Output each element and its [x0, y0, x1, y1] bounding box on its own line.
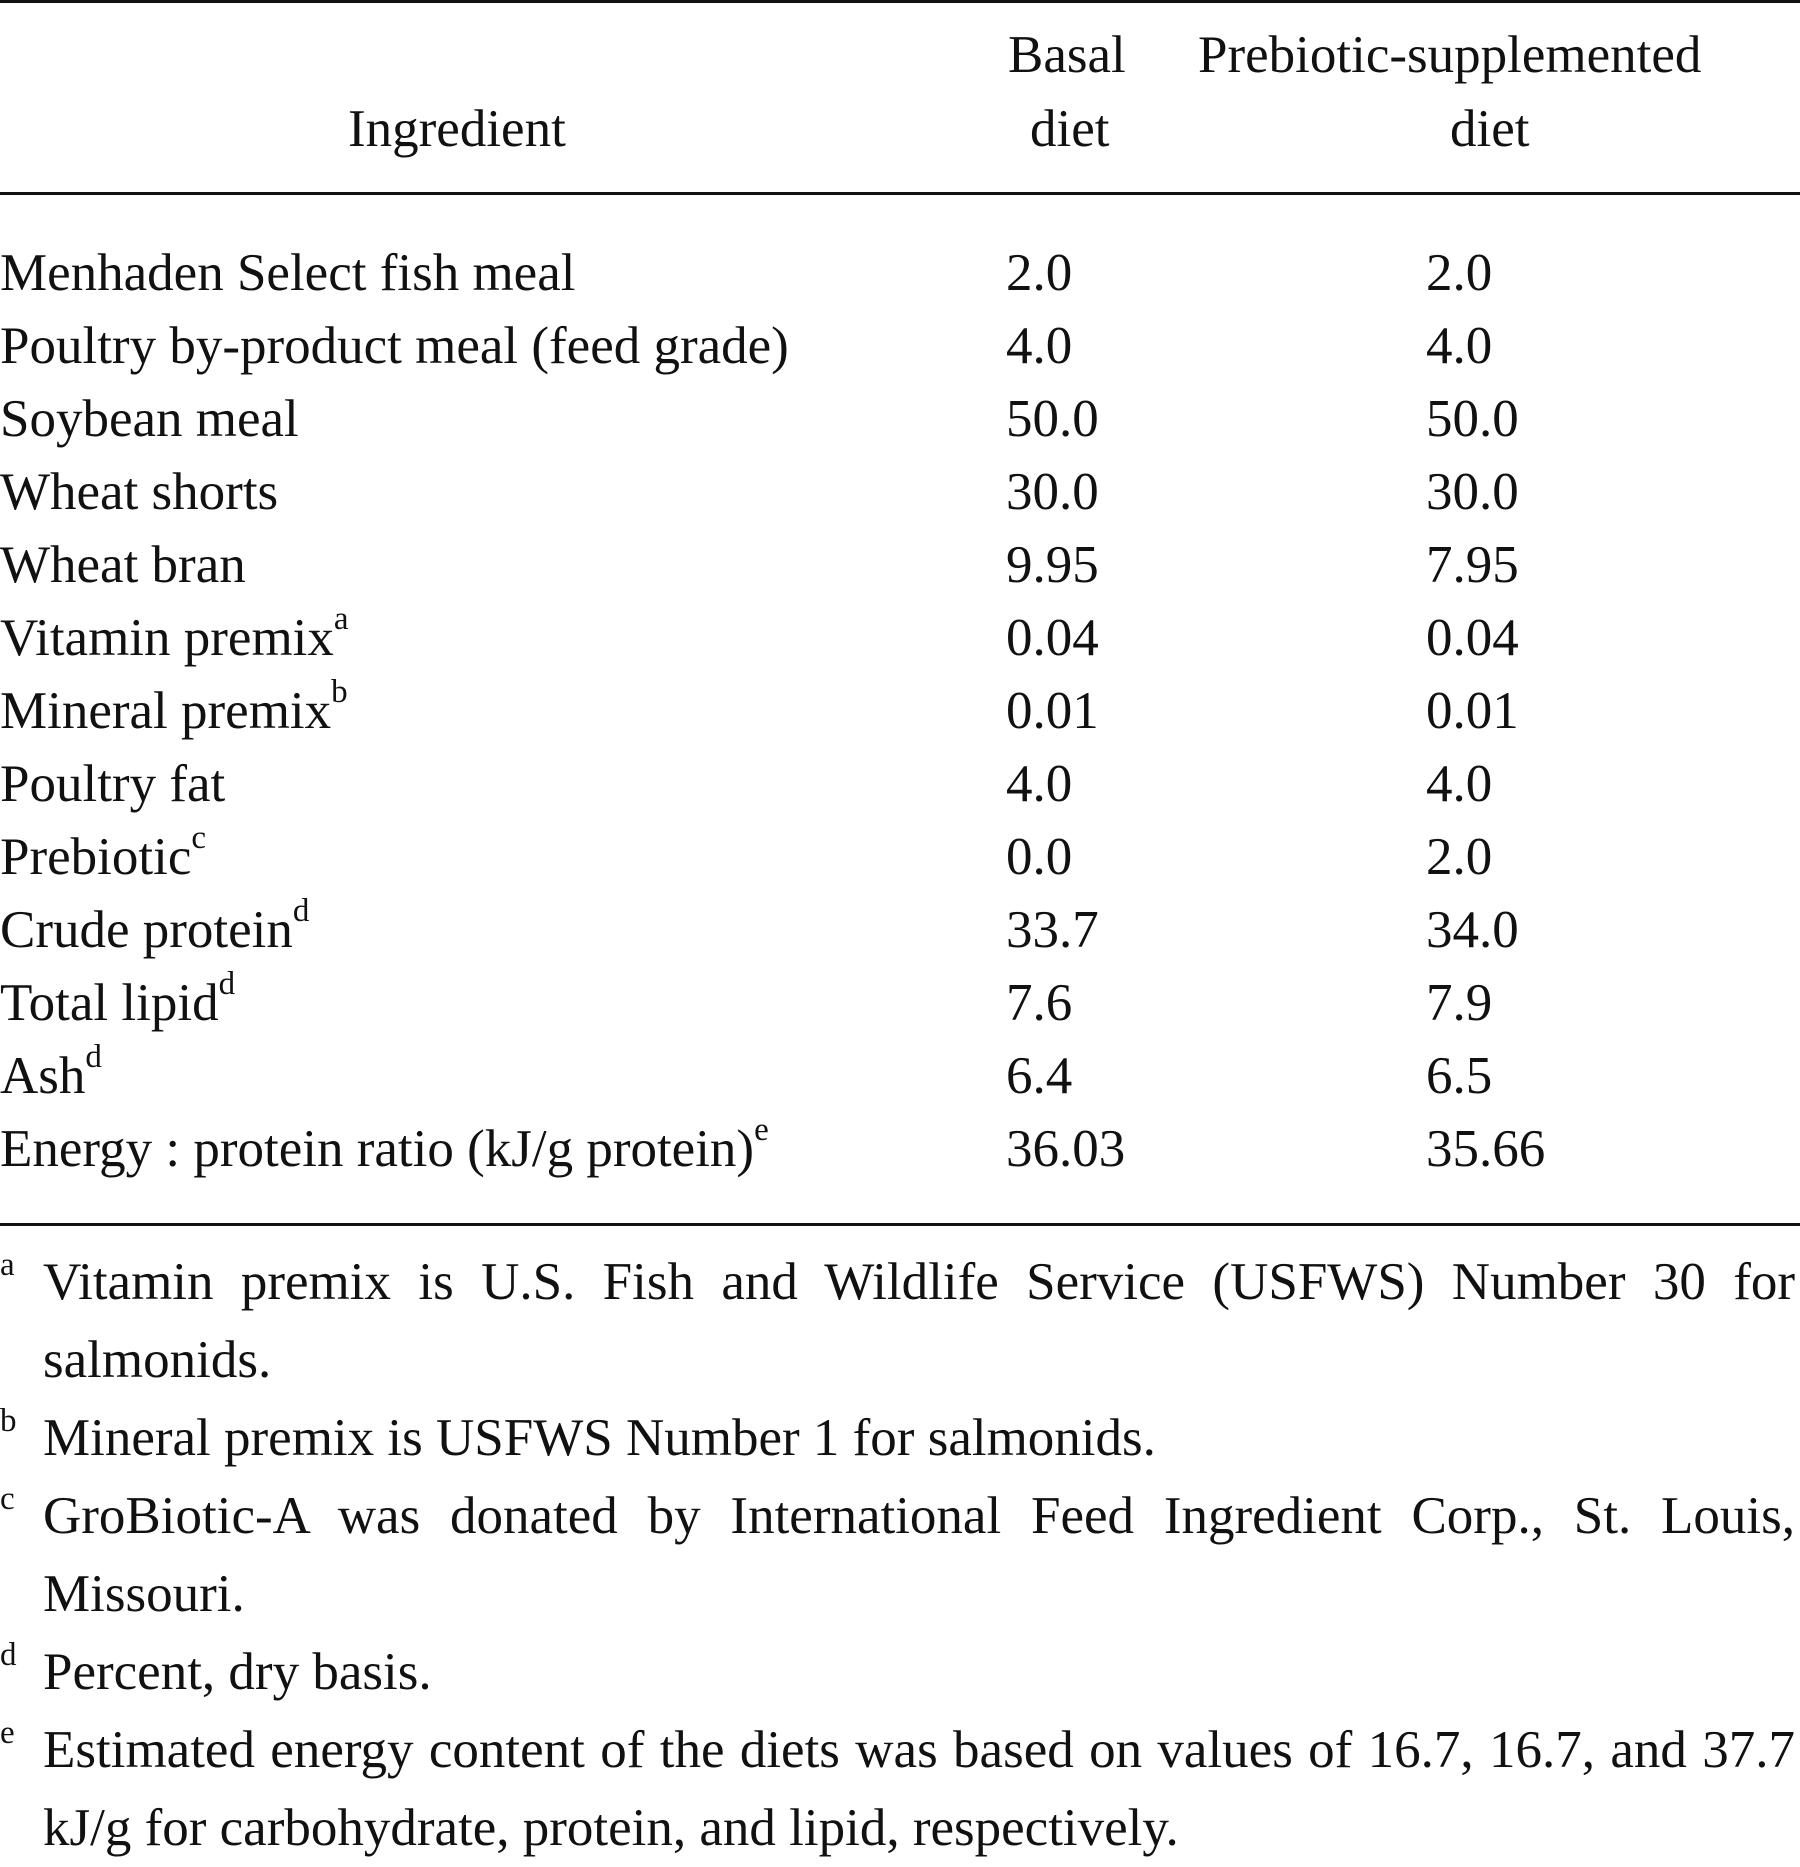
- ingredient-cell: Poultry fat: [0, 755, 226, 813]
- footnote-text: Estimated energy content of the diets was based on values of 16.7, 16.7, and 37.7 kJ/g for carbohydrate, protein, and lipid, respectively.: [43, 1721, 1795, 1857]
- basal-value: 0.04: [1006, 609, 1099, 667]
- ingredient-cell: Prebiotic$^c$: [0, 820, 207, 886]
- ingredient-cell: Crude protein$^d$: [0, 893, 310, 959]
- footnote: [0, 1243, 1795, 1399]
- header-basal-line2: diet: [1030, 100, 1110, 158]
- footnote-ref: e: [754, 1112, 769, 1148]
- table-top-rule: [0, 0, 1800, 3]
- header-basal-line1: Basal: [1008, 26, 1126, 84]
- prebiotic-value: 7.9: [1426, 974, 1493, 1032]
- prebiotic-value: 7.95: [1426, 536, 1519, 594]
- table-row: [0, 456, 1800, 529]
- basal-value: 4.0: [1006, 755, 1073, 813]
- table-bottom-rule: [0, 1223, 1800, 1226]
- footnote-ref: d: [218, 966, 236, 1002]
- footnote-ref: b: [331, 674, 348, 710]
- basal-value: 0.01: [1006, 682, 1099, 740]
- footnote-ref: d: [85, 1039, 102, 1075]
- prebiotic-value: 2.0: [1426, 244, 1493, 302]
- footnote-mark: a: [0, 1247, 15, 1283]
- footnote-text: Vitamin premix is U.S. Fish and Wildlife Service (USFWS) Number 30 for salmonids.: [43, 1253, 1795, 1389]
- footnote-text: Percent, dry basis.: [43, 1643, 432, 1701]
- basal-value: 36.03: [1006, 1120, 1126, 1178]
- prebiotic-value: 35.66: [1426, 1120, 1546, 1178]
- footnote: [0, 1711, 1795, 1867]
- basal-value: 2.0: [1006, 244, 1073, 302]
- prebiotic-value: 4.0: [1426, 317, 1493, 375]
- header-prebiotic-line1: Prebiotic-supplemented: [1198, 26, 1702, 84]
- table-row: [0, 967, 1800, 1040]
- ingredient-cell: Wheat shorts: [0, 463, 279, 521]
- table-row: [0, 310, 1800, 383]
- prebiotic-value: 34.0: [1426, 901, 1519, 959]
- table-row: [0, 1113, 1800, 1186]
- prebiotic-value: 0.01: [1426, 682, 1519, 740]
- footnote-text: Mineral premix is USFWS Number 1 for salmonids.: [43, 1409, 1156, 1467]
- footnote-mark: b: [0, 1403, 17, 1439]
- ingredient-cell: Total lipid$^d$: [0, 966, 236, 1032]
- ingredient-cell: Ash$^d$: [0, 1039, 102, 1105]
- footnote: [0, 1399, 1795, 1477]
- table-row: [0, 675, 1800, 748]
- basal-value: 0.0: [1006, 828, 1073, 886]
- footnotes: [0, 1243, 1795, 1867]
- footnote-mark: c: [0, 1481, 15, 1517]
- ingredient-cell: Poultry by-product meal (feed grade): [0, 317, 789, 375]
- prebiotic-value: 2.0: [1426, 828, 1493, 886]
- basal-value: 7.6: [1006, 974, 1073, 1032]
- footnote-ref: c: [191, 820, 207, 856]
- table-row: [0, 383, 1800, 456]
- table-row: [0, 529, 1800, 602]
- basal-value: 50.0: [1006, 390, 1099, 448]
- basal-value: 9.95: [1006, 536, 1099, 594]
- footnote-text: GroBiotic-A was donated by International Feed Ingredient Corp., St. Louis, Missouri.: [43, 1487, 1795, 1623]
- table-row: [0, 1040, 1800, 1113]
- footnote-mark: d: [0, 1637, 17, 1673]
- header-prebiotic-line2: diet: [1450, 100, 1530, 158]
- table-row: [0, 748, 1800, 821]
- ingredient-cell: Mineral premix$^b$: [0, 674, 348, 740]
- table-row: [0, 602, 1800, 675]
- ingredient-cell: Vitamin premix$^a$: [0, 601, 349, 667]
- basal-value: 30.0: [1006, 463, 1099, 521]
- ingredient-cell: Menhaden Select fish meal: [0, 244, 576, 302]
- prebiotic-value: 50.0: [1426, 390, 1519, 448]
- prebiotic-value: 0.04: [1426, 609, 1519, 667]
- prebiotic-value: 30.0: [1426, 463, 1519, 521]
- basal-value: 4.0: [1006, 317, 1073, 375]
- ingredient-cell: Soybean meal: [0, 390, 299, 448]
- footnote-ref: d: [292, 893, 310, 929]
- basal-value: 33.7: [1006, 901, 1099, 959]
- table-row: [0, 237, 1800, 310]
- prebiotic-value: 4.0: [1426, 755, 1493, 813]
- footnote: [0, 1633, 1795, 1711]
- table-row: [0, 821, 1800, 894]
- basal-value: 6.4: [1006, 1047, 1073, 1105]
- ingredient-cell: Energy : protein ratio (kJ/g protein)$^e$: [0, 1112, 769, 1178]
- footnote-mark: e: [0, 1715, 15, 1751]
- prebiotic-value: 6.5: [1426, 1047, 1493, 1105]
- ingredient-cell: Wheat bran: [0, 536, 246, 594]
- table-row: [0, 894, 1800, 967]
- header-ingredient: Ingredient: [348, 100, 566, 158]
- footnote: [0, 1477, 1795, 1633]
- footnote-ref: a: [333, 601, 349, 637]
- header-bottom-rule: [0, 192, 1800, 195]
